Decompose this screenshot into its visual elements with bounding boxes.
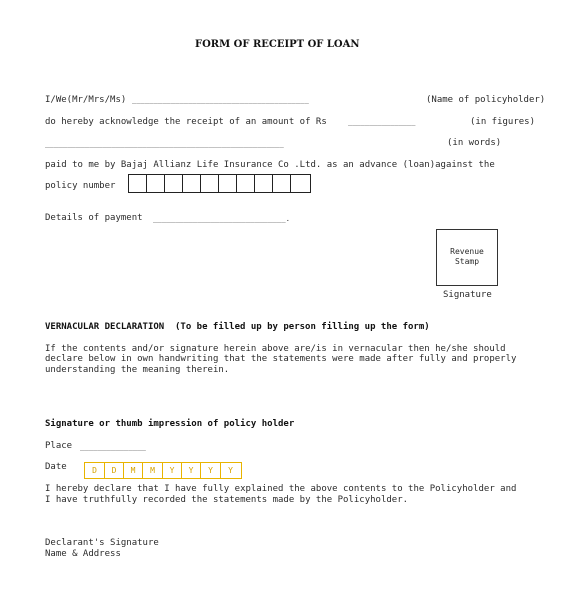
revenue-stamp-line1: Revenue bbox=[450, 247, 484, 256]
form-title: FORM OF RECEIPT OF LOAN bbox=[195, 39, 360, 50]
date-cell-day[interactable]: D bbox=[85, 463, 105, 478]
name-suffix: (Name of policyholder) bbox=[426, 95, 546, 105]
place-label: Place bbox=[45, 441, 73, 451]
amount-words-field[interactable]: ______________________________________________________ bbox=[45, 139, 284, 148]
paid-by-text: paid to me by Bajaj Allianz Life Insurance Co .Ltd. as an advance (loan)against the bbox=[45, 160, 495, 170]
place-field[interactable]: _______________ bbox=[80, 442, 146, 451]
date-cell-year[interactable]: Y bbox=[163, 463, 182, 478]
in-words-label: (in words) bbox=[447, 138, 502, 148]
revenue-stamp-box bbox=[436, 229, 498, 286]
payment-details-field[interactable]: ______________________________. bbox=[153, 214, 291, 223]
date-cell-year[interactable]: Y bbox=[201, 463, 221, 478]
policy-number-cell[interactable] bbox=[165, 175, 183, 192]
policy-number-cell[interactable] bbox=[183, 175, 201, 192]
policy-number-cell[interactable] bbox=[219, 175, 237, 192]
date-cell-month[interactable]: M bbox=[124, 463, 143, 478]
in-figures-label: (in figures) bbox=[470, 117, 536, 127]
payment-details-label: Details of payment bbox=[45, 213, 143, 223]
date-cell-month[interactable]: M bbox=[143, 463, 163, 478]
declaration-line2: I have truthfully recorded the statements made by the Policyholder. bbox=[45, 495, 409, 505]
signature-heading: Signature or thumb impression of policy holder bbox=[45, 419, 295, 429]
policyholder-name-field[interactable]: _________________________________________ bbox=[132, 96, 309, 104]
stamp-signature-label: Signature bbox=[443, 290, 492, 300]
date-cell-year[interactable]: Y bbox=[228, 466, 233, 475]
date-label: Date bbox=[45, 462, 67, 472]
name-address-label: Name & Address bbox=[45, 549, 121, 559]
policy-number-cell[interactable] bbox=[255, 175, 273, 192]
policy-number-label: policy number bbox=[45, 181, 116, 191]
amount-figures-field[interactable]: ________________ bbox=[348, 118, 416, 126]
acknowledge-text: do hereby acknowledge the receipt of an amount of Rs bbox=[45, 117, 327, 127]
vernacular-text-line3: understanding the meaning therein. bbox=[45, 365, 230, 375]
vernacular-text-line1: If the contents and/or signature herein above are/is in vernacular then he/she should bbox=[45, 344, 506, 354]
revenue-stamp-line2: Stamp bbox=[454, 257, 480, 266]
policy-number-cell[interactable] bbox=[147, 175, 165, 192]
policy-number-cell[interactable] bbox=[201, 175, 219, 192]
policy-number-cell[interactable] bbox=[273, 175, 291, 192]
vernacular-subheading: (To be filled up by person filling up the form) bbox=[175, 322, 430, 332]
date-cell-year[interactable]: Y bbox=[182, 463, 201, 478]
declarant-signature-label: Declarant's Signature bbox=[45, 538, 159, 548]
vernacular-text-line2: declare below in own handwriting that the statements were made after fully and properly bbox=[45, 354, 517, 364]
policy-number-boxes[interactable] bbox=[128, 174, 311, 193]
vernacular-heading: VERNACULAR DECLARATION bbox=[45, 322, 165, 332]
date-cell-day[interactable]: D bbox=[105, 463, 124, 478]
name-prefix: I/We(Mr/Mrs/Ms) bbox=[45, 95, 127, 105]
date-boxes[interactable] bbox=[84, 462, 242, 479]
policy-number-cell[interactable] bbox=[129, 175, 147, 192]
declaration-line1: I hereby declare that I have fully explained the above contents to the Policyholder and bbox=[45, 484, 517, 494]
policy-number-cell[interactable] bbox=[237, 175, 255, 192]
